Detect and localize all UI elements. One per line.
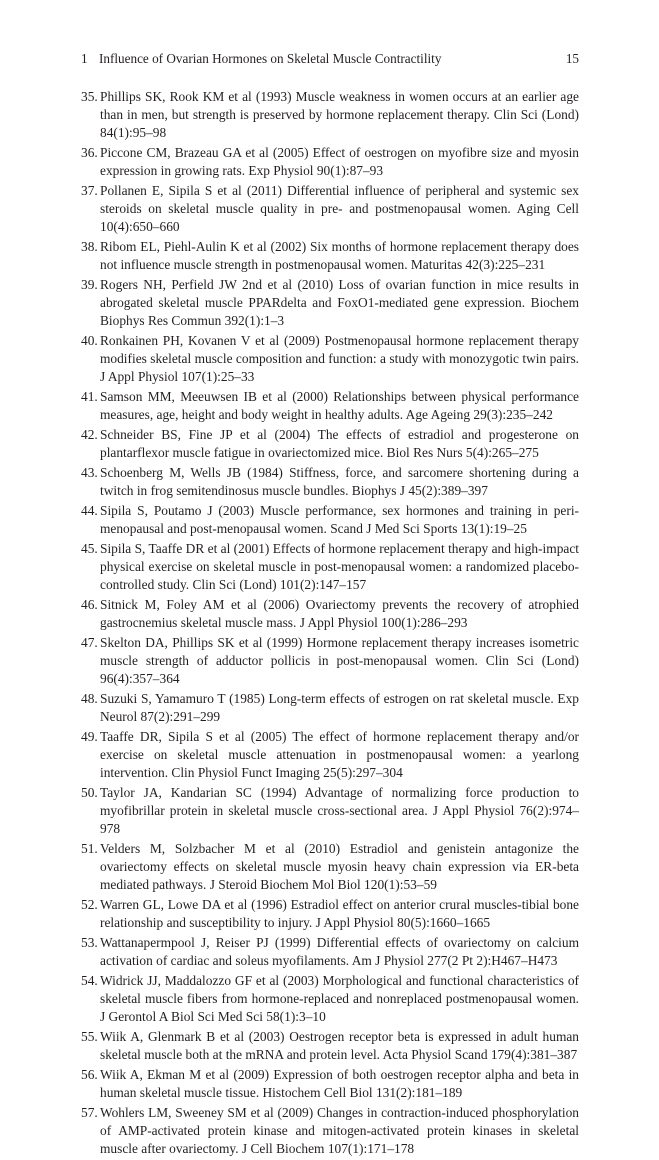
reference-number: 35. <box>81 89 98 104</box>
reference-text: Taylor JA, Kandarian SC (1994) Advantage of normalizing force production to myofibrillar protein in skeletal muscle cross-sectional area. J Appl Physiol 76(2):974–978 <box>100 785 579 836</box>
reference-text: Pollanen E, Sipila S et al (2011) Differential influence of peripheral and systemic sex steroids on skeletal muscle quality in pre- and postmenopausal women. Aging Cell 10(4):650–660 <box>100 183 579 234</box>
reference-number: 42. <box>81 427 98 442</box>
reference-text: Schoenberg M, Wells JB (1984) Stiffness, force, and sarcomere shortening during a twitch in frog semitendinosus muscle bundles. Biophys J 45(2):389–397 <box>100 465 579 498</box>
reference-text: Wiik A, Glenmark B et al (2003) Oestrogen receptor beta is expressed in adult human skeletal muscle both at the mRNA and protein level. Acta Physiol Scand 179(4):381–387 <box>100 1029 579 1062</box>
reference-number: 54. <box>81 973 98 988</box>
reference-item <box>81 784 579 838</box>
reference-number: 52. <box>81 897 98 912</box>
reference-text: Ribom EL, Piehl-Aulin K et al (2002) Six months of hormone replacement therapy does not influence muscle strength in postmenopausal women. Maturitas 42(3):225–231 <box>100 239 579 272</box>
reference-item <box>81 728 579 782</box>
reference-text: Wiik A, Ekman M et al (2009) Expression of both oestrogen receptor alpha and beta in human skeletal muscle tissue. Histochem Cell Biol 131(2):181–189 <box>100 1067 579 1100</box>
reference-item <box>81 634 579 688</box>
reference-text: Velders M, Solzbacher M et al (2010) Estradiol and genistein antagonize the ovariectomy effects on skeletal muscle myosin heavy chain expression via ER-beta mediated pathways. J Steroid Biochem Mol Biol 120(1):53–59 <box>100 841 579 892</box>
reference-text: Rogers NH, Perfield JW 2nd et al (2010) Loss of ovarian function in mice results in abrogated skeletal muscle PPARdelta and FoxO1-mediated gene expression. Biochem Biophys Res Commun 392(1):1–3 <box>100 277 579 328</box>
reference-text: Widrick JJ, Maddalozzo GF et al (2003) Morphological and functional characteristics of skeletal muscle fibers from hormone-replaced and nonreplaced postmenopausal women. J Gerontol A Biol Sci Med Sci 58(1):3–10 <box>100 973 579 1024</box>
reference-number: 44. <box>81 503 98 518</box>
reference-text: Skelton DA, Phillips SK et al (1999) Hormone replacement therapy increases isometric muscle strength of adductor pollicis in post-menopausal women. Clin Sci (Lond) 96(4):357–364 <box>100 635 579 686</box>
reference-number: 53. <box>81 935 98 950</box>
reference-item <box>81 840 579 894</box>
reference-number: 36. <box>81 145 98 160</box>
reference-number: 50. <box>81 785 98 800</box>
reference-item <box>81 502 579 538</box>
reference-text: Sipila S, Taaffe DR et al (2001) Effects of hormone replacement therapy and high-impact physical exercise on skeletal muscle in post-menopausal women: a randomized placebo-controlled study. Clin Sci (Lond) 101(2):147–157 <box>100 541 579 592</box>
reference-number: 48. <box>81 691 98 706</box>
reference-item <box>81 276 579 330</box>
reference-number: 46. <box>81 597 98 612</box>
reference-number: 45. <box>81 541 98 556</box>
reference-item <box>81 464 579 500</box>
reference-item <box>81 144 579 180</box>
reference-item <box>81 388 579 424</box>
reference-text: Samson MM, Meeuwsen IB et al (2000) Relationships between physical performance measures, age, height and body weight in healthy adults. Age Ageing 29(3):235–242 <box>100 389 579 422</box>
reference-number: 57. <box>81 1105 98 1120</box>
reference-item <box>81 88 579 142</box>
reference-number: 43. <box>81 465 98 480</box>
reference-text: Sipila S, Poutamo J (2003) Muscle performance, sex hormones and training in peri-menopausal and post-menopausal women. Scand J Med Sci Sports 13(1):19–25 <box>100 503 579 536</box>
reference-item <box>81 332 579 386</box>
reference-text: Taaffe DR, Sipila S et al (2005) The effect of hormone replacement therapy and/or exercise on skeletal muscle attenuation in postmenopausal women: a yearlong intervention. Clin Physiol Funct Imaging 25(5):297–304 <box>100 729 579 780</box>
page-number: 15 <box>565 51 579 66</box>
reference-item <box>81 596 579 632</box>
reference-text: Warren GL, Lowe DA et al (1996) Estradiol effect on anterior crural muscles-tibial bone relationship and susceptibility to injury. J Appl Physiol 80(5):1660–1665 <box>100 897 579 930</box>
reference-item <box>81 896 579 932</box>
reference-text: Suzuki S, Yamamuro T (1985) Long-term effects of estrogen on rat skeletal muscle. Exp Neurol 87(2):291–299 <box>100 691 579 724</box>
reference-item <box>81 1104 579 1158</box>
chapter-title: Influence of Ovarian Hormones on Skeletal Muscle Contractility <box>99 51 442 66</box>
reference-text: Sitnick M, Foley AM et al (2006) Ovariectomy prevents the recovery of atrophied gastrocnemius skeletal muscle mass. J Appl Physiol 100(1):286–293 <box>100 597 579 630</box>
reference-item <box>81 540 579 594</box>
reference-number: 39. <box>81 277 98 292</box>
reference-number: 41. <box>81 389 98 404</box>
reference-text: Piccone CM, Brazeau GA et al (2005) Effect of oestrogen on myofibre size and myosin expression in growing rats. Exp Physiol 90(1):87–93 <box>100 145 579 178</box>
chapter-number: 1 <box>81 51 88 66</box>
reference-text: Phillips SK, Rook KM et al (1993) Muscle weakness in women occurs at an earlier age than in men, but strength is preserved by hormone replacement therapy. Clin Sci (Lond) 84(1):95–98 <box>100 89 579 140</box>
reference-item <box>81 1028 579 1064</box>
reference-item <box>81 690 579 726</box>
reference-item <box>81 238 579 274</box>
reference-number: 51. <box>81 841 98 856</box>
reference-item <box>81 1066 579 1102</box>
reference-number: 38. <box>81 239 98 254</box>
reference-number: 40. <box>81 333 98 348</box>
reference-number: 49. <box>81 729 98 744</box>
reference-text: Ronkainen PH, Kovanen V et al (2009) Postmenopausal hormone replacement therapy modifies skeletal muscle composition and function: a study with monozygotic twin pairs. J Appl Physiol 107(1):25–33 <box>100 333 579 384</box>
reference-list <box>81 88 579 1160</box>
reference-item <box>81 182 579 236</box>
reference-number: 37. <box>81 183 98 198</box>
reference-item <box>81 972 579 1026</box>
reference-number: 56. <box>81 1067 98 1082</box>
reference-item <box>81 934 579 970</box>
running-head <box>81 50 579 68</box>
reference-text: Schneider BS, Fine JP et al (2004) The effects of estradiol and progesterone on plantarflexor muscle fatigue in ovariectomized mice. Biol Res Nurs 5(4):265–275 <box>100 427 579 460</box>
reference-number: 47. <box>81 635 98 650</box>
reference-item <box>81 426 579 462</box>
reference-text: Wohlers LM, Sweeney SM et al (2009) Changes in contraction-induced phosphorylation of AMP-activated protein kinase and mitogen-activated protein kinases in skeletal muscle after ovariectomy. J Cell Biochem 107(1):171–178 <box>100 1105 579 1156</box>
reference-text: Wattanapermpool J, Reiser PJ (1999) Differential effects of ovariectomy on calcium activation of cardiac and soleus myofilaments. Am J Physiol 277(2 Pt 2):H467–H473 <box>100 935 579 968</box>
reference-number: 55. <box>81 1029 98 1044</box>
